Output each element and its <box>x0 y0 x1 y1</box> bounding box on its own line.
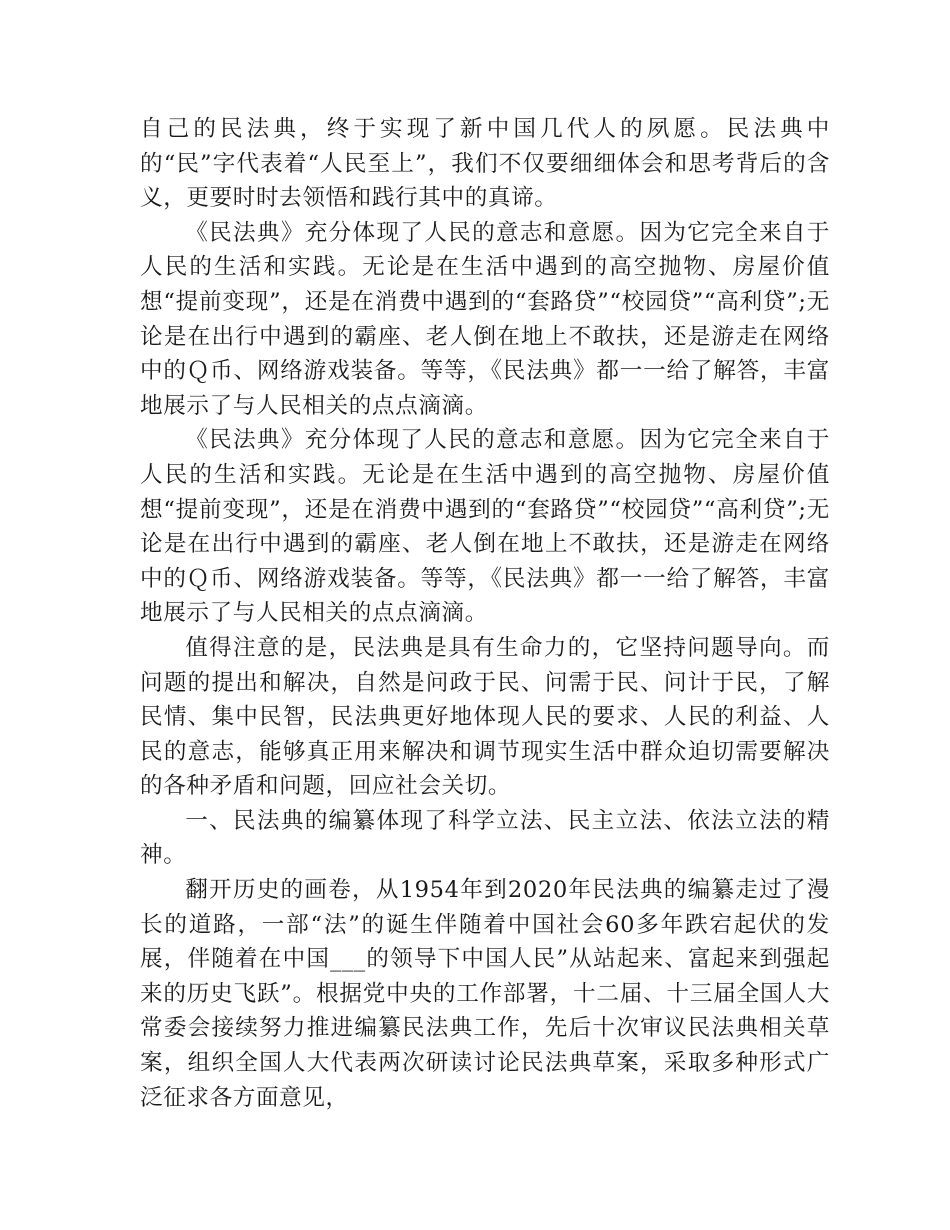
paragraph-3: 《民法典》充分体现了人民的意志和意愿。因为它完全来自于人民的生活和实践。无论是在生活中遇到的高空抛物、房屋价值想“提前变现”，还是在消费中遇到的“套路贷”“校园贷”“高利贷”;无论是在出行中遇到的霸座、老人倒在地上不敢扶，还是游走在网络中的Ｑ币、网络游戏装备。等等，《民法典》都一一给了解答，丰富地展示了与人民相关的点点滴滴。 <box>140 427 830 627</box>
section-heading: 一、民法典的编纂体现了科学立法、民主立法、依法立法的精神。 <box>140 807 830 869</box>
paragraph-4: 值得注意的是，民法典是具有生命力的，它坚持问题导向。而问题的提出和解决，自然是问政于民、问需于民、问计于民，了解民情、集中民智，民法典更好地体现人民的要求、人民的利益、人民的意志，能够真正用来解决和调节现实生活中群众迫切需要解决的各种矛盾和问题，回应社会关切。 <box>140 634 830 800</box>
paragraph-5: 翻开历史的画卷，从1954年到2020年民法典的编纂走过了漫长的道路，一部“法”的诞生伴随着中国社会60多年跌宕起伏的发展，伴随着在中国___的领导下中国人民”从站起来、富起来到强起来的历史飞跃”。根据党中央的工作部署，十二届、十三届全国人大常委会接续努力推进编纂民法典工作，先后十次审议民法典相关草案，组织全国人大代表两次研读讨论民法典草案，采取多种形式广泛征求各方面意见， <box>140 877 830 1111</box>
paragraph-2: 《民法典》充分体现了人民的意志和意愿。因为它完全来自于人民的生活和实践。无论是在生活中遇到的高空抛物、房屋价值想“提前变现”，还是在消费中遇到的“套路贷”“校园贷”“高利贷”;无论是在出行中遇到的霸座、老人倒在地上不敢扶，还是游走在网络中的Ｑ币、网络游戏装备。等等，《民法典》都一一给了解答，丰富地展示了与人民相关的点点滴滴。 <box>140 219 830 419</box>
document-page <box>140 112 830 1115</box>
paragraph-1: 自己的民法典，终于实现了新中国几代人的夙愿。民法典中的“民”字代表着“人民至上”，我们不仅要细细体会和思考背后的含义，更要时时去领悟和践行其中的真谛。 <box>140 116 830 212</box>
